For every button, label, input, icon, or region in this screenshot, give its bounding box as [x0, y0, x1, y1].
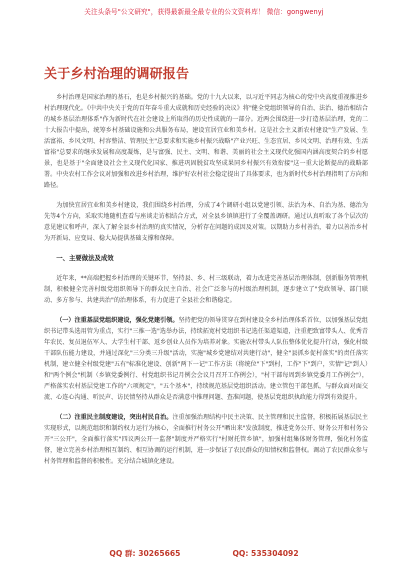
- subsection-2-paragraph: [44, 412, 368, 467]
- qq-contact-text: QQ: 535304092: [232, 549, 299, 558]
- subsection-1-body: 坚持把党的领导贯穿在到村建设全乡村治理体系首位，以加强基层党组织书记带头选用管为重点，实行"三推一选"选举办法，持续拓宽村党组织书记选任渠道渠道，注重把致富带头人、优秀青年农民、复员退伍军人、大学生村干部、返乡创业人员作为培养对象。实施农村带头人队伍整体优化提升行动，强化村级干部队伍能力建设，并通过深化"三分类三升级"活动，实施"城乡党建结对共建行动"，健全"县抓乡促村落实"的责任落实机制，建立健全村级党建"五有"标准化建设、创新"两下一记"工作方法（将统位"下"到村，工作"下"到户，实情"记"到人）和"两个例会"机制（乡镇党委例行、村党组织书记月例会会议月召开工作例会），"村干部每周到乡镇党委月工作例会"），严格落实农村基层党建工作的"六项规定"，"五个基本"，持续规范基层党组织活动。建立管包干部包抓，与群众面对面交流、心连心沟通、听民声、访民情坚持从群众是否满意中推理问题、查准问题，使基层党组织执政能力得到有效提升。: [44, 317, 369, 401]
- subsection-2-body: 注重加强治理结构中民主决策、民主管理和民主监督，积极拓展基层民主实现形式，以规范组织和制约权力运行为核心，全面推行村务公开"晒出来"发放制度，推进党务公开、财务公开和村务公开"三公开"，全面推行落实"四议两公开一监督"制度并严格实行"村财托管乡镇"，加强村组集体财务管理，强化村务监督，建立完善乡村治理相互制约、相互协调的运行机制，进一步保证了农民群众的知情权和监督权。调动了农民群众参与村务管理和监督的积极性。充分结合城镇化建设。: [44, 414, 369, 465]
- overview-paragraph: 近年来，**高端把握乡村治理的关键环节，坚持县、乡、村三级联动，着力改进完善基层治理体制，创新服务管理机制，积极健全完善村级党组织领导下的群众民主自治、社会广泛参与的村级治理机制，逐步建立了"党政领导、部门联动、多方参与、共建共治"的治理体系，有力促进了全县社会和谐稳定。: [44, 275, 368, 304]
- section-heading-1: 一、主要做法及成效: [56, 254, 114, 262]
- footer: [0, 549, 408, 559]
- intro-paragraph: 乡村治理是国家治理的基石，也是乡村振兴的基础。党的十九大以来，以习近平同志为核心的党中央高度重视推进乡村治理现代化。《中共中央关于党的百年奋斗重大成就和历史经验的决议》将"健全党组织领导的自治、法治、德治相结合的城乡基层治理体系"作为新时代在社会建设上所取得的历史性成就的一部分。近两会围绕进一步打造基层治理，党的二十大报告中提出，统筹乡村基础设施和公共服务布局，建设宜居宜业和美乡村。这是社会主义新农村建设"生产发展、生活富裕、乡风文明、村容整洁、管理民主"总要求和实施乡村振兴战略"产业兴旺、生态宜居、乡风文明、治理有效、生活富裕"总要求的继承发展和高度凝炼，是与富强、民主、文明、和谐、美丽的社会主义现代化强国内涵高度契合的乡村愿景，也是基于"全面建设社会主义现代化国家、推进巩固脱贫攻坚成果同乡村振兴有效衔接"这一重大论断提出的战略部署。中央农村工作会议对加强和改进乡村治理，维护好农村社会稳定提出了具体要求，也为新时代乡村治理指明了方向和路径。: [44, 94, 368, 189]
- method-paragraph: 为加快宜居宜业和美乡村建设，我们围绕乡村治理，分成了4个调研小组以党建引领、法治为本、自治为基、德治为先等4个方向，采取实地随机查看与座谈走访相结合方式，对全县乡镇镇进行了全覆盖调研。通过认真听取了各个层次的意见建议和呼声，深入了解全县乡村治理的真实情况，分析存在问题的成因及对策。以期助力乡村善治，着力以善治乡村为开新局、应变局、稳大局提供基础支撑和保障。: [44, 202, 368, 242]
- banner-text: 关注头条号"公文研究"，获得最新最全最专业的公文资料库！ 微信：gongwenyj: [84, 8, 324, 16]
- document-body: [44, 92, 368, 476]
- qq-group-text: QQ 群: 30265665: [109, 549, 181, 558]
- document-title: 关于乡村治理的调研报告: [44, 67, 190, 82]
- subsection-1-heading: （一）注重基层党组织建设，强化党建引领。: [56, 317, 179, 324]
- subsection-2-heading: （二）注重民主制度建设，突出村民自治。: [56, 414, 173, 421]
- top-banner: [0, 0, 408, 27]
- subsection-1-paragraph: [44, 315, 368, 403]
